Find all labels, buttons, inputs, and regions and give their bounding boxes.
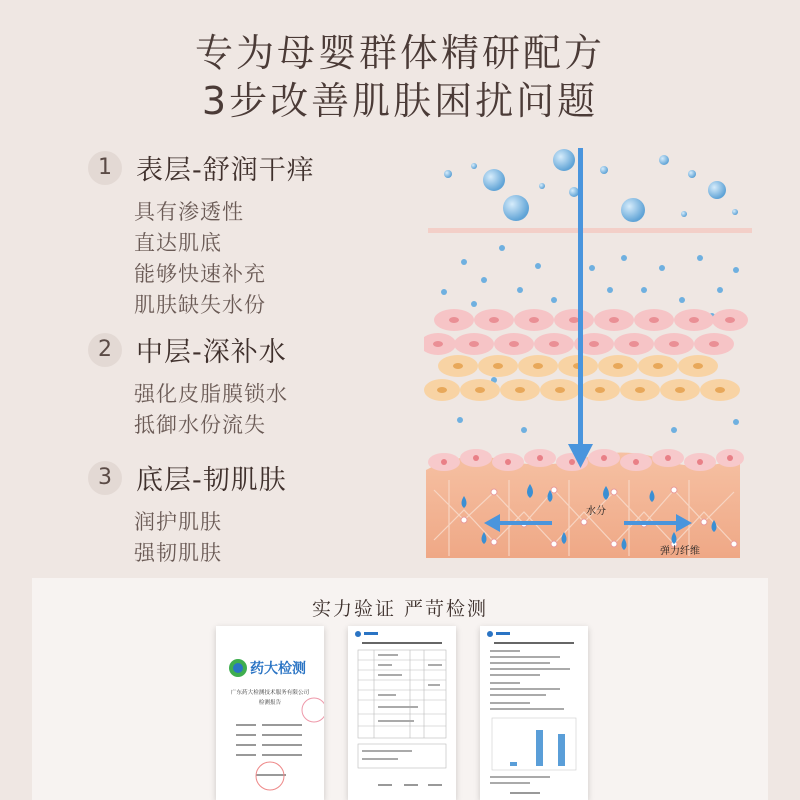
step-1-line: 能够快速补充 <box>134 262 266 286</box>
step-2-line: 抵御水份流失 <box>134 413 266 437</box>
step-2 <box>88 330 288 441</box>
report-chart-page-graphic <box>480 626 588 800</box>
step-1 <box>88 148 315 321</box>
step-1-number: 1 <box>88 151 122 185</box>
step-2-title: 中层-深补水 <box>136 337 287 368</box>
step-3-title: 底层-韧肌肤 <box>136 465 287 496</box>
test-report-cover <box>216 626 324 800</box>
page-title-line-1: 专为母婴群体精研配方 <box>194 31 605 75</box>
verification-title: 实力验证 严苛检测 <box>311 598 489 620</box>
skin-layers-illustration <box>424 140 754 560</box>
water-droplets-top <box>444 149 738 222</box>
step-3-line: 润护肌肤 <box>134 510 222 534</box>
page-title-line-2: 3步改善肌肤困扰问题 <box>201 79 599 123</box>
step-1-line: 具有渗透性 <box>134 200 244 224</box>
water-label: 水分 <box>586 506 606 517</box>
report-subtitle: 检测报告 <box>258 700 282 706</box>
verification-section <box>32 578 768 800</box>
step-2-number: 2 <box>88 333 122 367</box>
epidermis-pink-cells <box>424 309 748 355</box>
step-1-line: 直达肌底 <box>134 231 222 255</box>
test-report-page-3 <box>480 626 588 800</box>
step-3-number: 3 <box>88 461 122 495</box>
elastic-fiber-label: 弹力纤维 <box>660 546 700 557</box>
report-logo-text: 药大检测 <box>250 661 306 677</box>
step-1-line: 肌肤缺失水份 <box>134 293 266 317</box>
test-report-page-2 <box>348 626 456 800</box>
step-3 <box>88 458 287 569</box>
step-2-line: 强化皮脂膜锁水 <box>134 382 288 406</box>
report-cover-graphic <box>216 626 324 800</box>
step-1-title: 表层-舒润干痒 <box>136 155 315 186</box>
report-company-name: 广东药大检测技术服务有限公司 <box>230 690 310 696</box>
skin-surface-line <box>428 228 752 233</box>
step-3-line: 强韧肌肤 <box>134 541 222 565</box>
report-page-graphic <box>348 626 456 800</box>
